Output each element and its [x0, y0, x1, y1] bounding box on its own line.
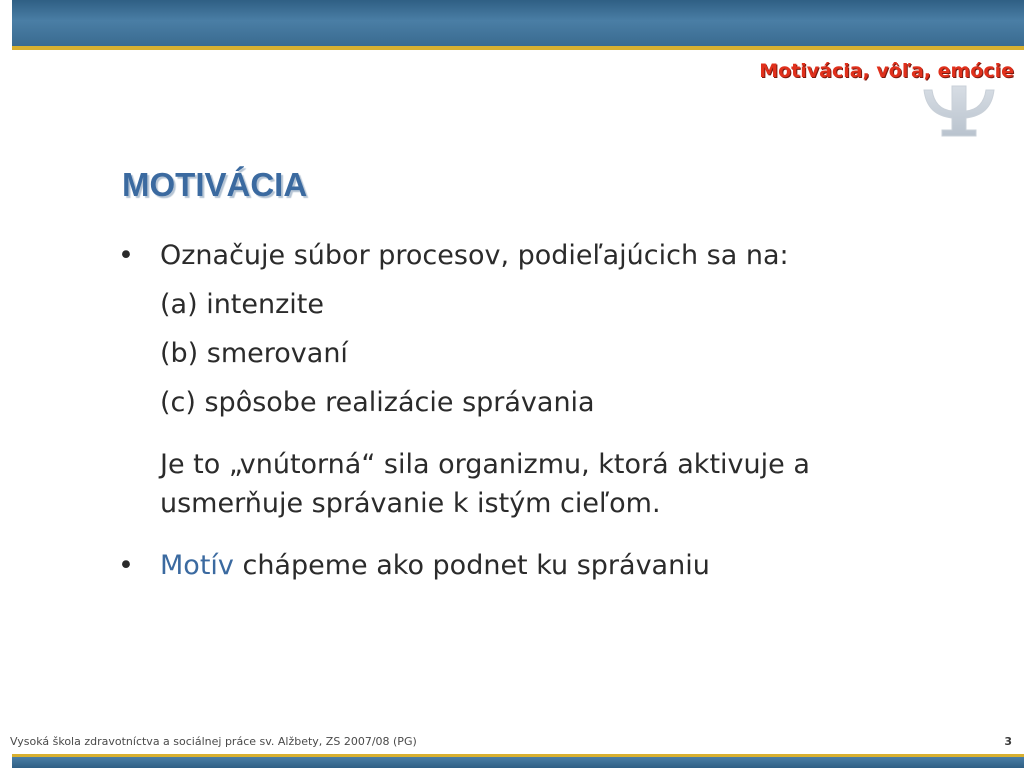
bullet-marker: •: [118, 240, 134, 271]
bullet-item-motive: [160, 548, 710, 584]
slide-title: MOTIVÁCIA: [122, 166, 308, 203]
course-title: Motivácia, vôľa, emócie: [759, 60, 1014, 82]
psi-icon: [918, 76, 1000, 142]
page-number: 3: [1004, 735, 1012, 748]
bottom-footer-bar: [12, 757, 1024, 768]
note-line-2: usmerňuje správanie k istým cieľom.: [160, 488, 661, 519]
sub-item-a: (a) intenzite: [160, 289, 324, 320]
top-gold-rule: [12, 46, 1024, 50]
bullet-item-definition: Označuje súbor procesov, podieľajúcich sa na:: [160, 240, 789, 271]
motive-description: chápeme ako podnet ku správaniu: [233, 550, 710, 581]
sub-item-c: (c) spôsobe realizácie správania: [160, 387, 595, 418]
bullet-marker: •: [118, 550, 134, 581]
note-line-1: Je to „vnútorná“ sila organizmu, ktorá aktivuje a: [160, 449, 810, 480]
motive-term: Motív: [160, 550, 234, 581]
sub-item-b: (b) smerovaní: [160, 338, 348, 369]
top-header-bar: [12, 0, 1024, 46]
footer-institution: Vysoká škola zdravotníctva a sociálnej práce sv. Alžbety, ZS 2007/08 (PG): [10, 735, 417, 748]
